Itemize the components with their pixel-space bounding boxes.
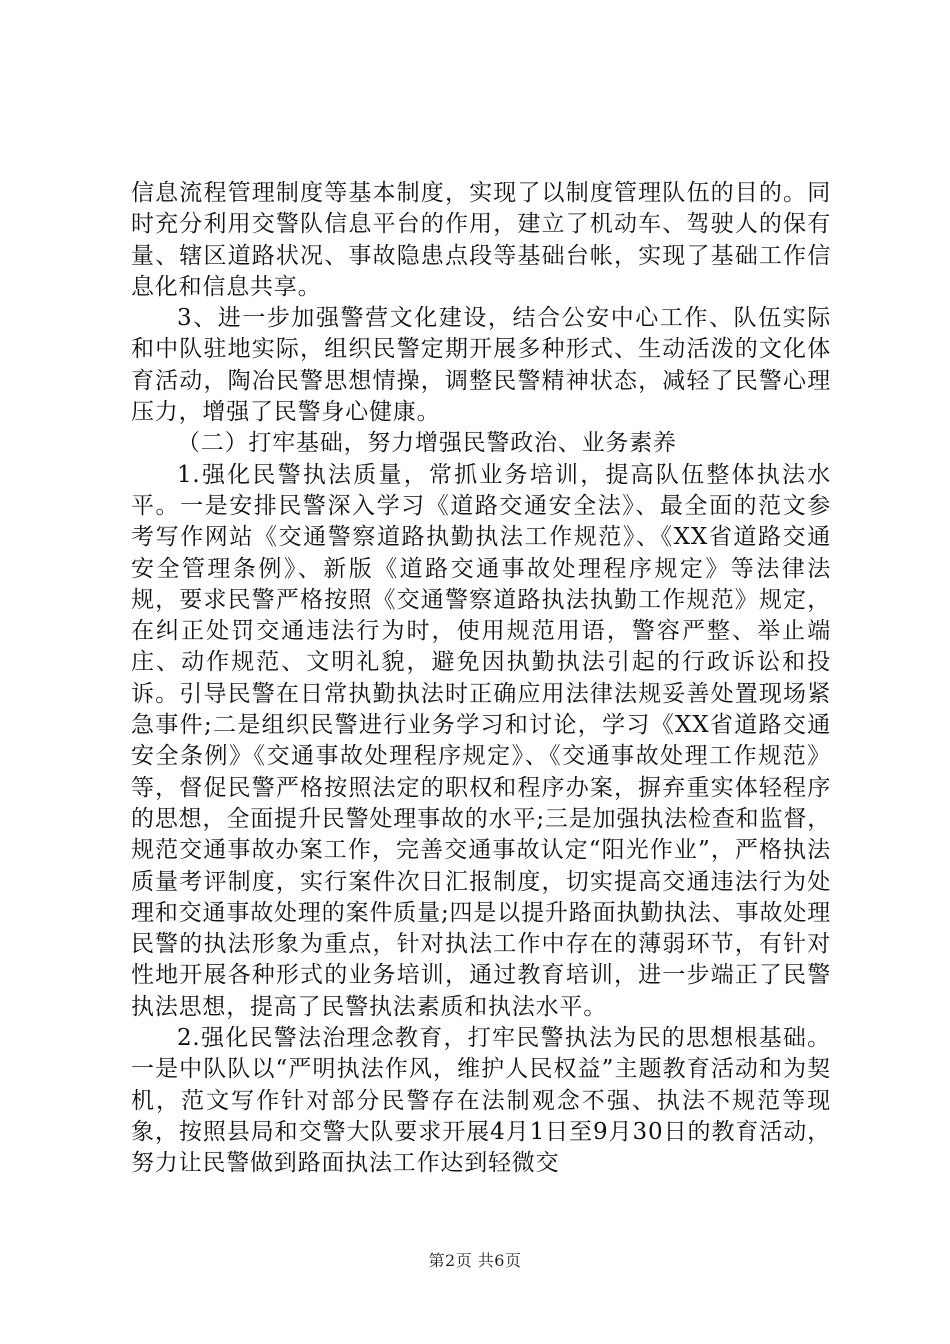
page-number-footer: 第2页 共6页 xyxy=(428,1251,522,1270)
paragraph-rule-of-law-education: 2.强化民警法治理念教育，打牢民警执法为民的思想根基础。一是中队队以“严明执法作风，维护人民权益”主题教育活动和为契机，范文写作针对部分民警存在法制观念不强、执法不规范等现象，按照县局和交警大队要求开展4月1日至9月30日的教育活动，努力让民警做到路面执法工作达到轻微交 xyxy=(131,1025,831,1177)
document-body xyxy=(131,178,831,1180)
paragraph-culture-building: 3、进一步加强警营文化建设，结合公安中心工作、队伍实际和中队驻地实际，组织民警定期开展多种形式、生动活泼的文化体育活动，陶冶民警思想情操，调整民警精神状态，减轻了民警心理压力，增强了民警身心健康。 xyxy=(131,305,831,426)
paragraph-law-enforcement-quality: 1.强化民警执法质量，常抓业务培训，提高队伍整体执法水平。一是安排民警深入学习《道路交通安全法》、最全面的范文参考写作网站《交通警察道路执勤执法工作规范》、《XX省道路交通安全管理条例》、新版《道路交通事故处理程序规定》等法律法规，要求民警严格按照《交通警察道路执法执勤工作规范》规定，在纠正处罚交通违法行为时，使用规范用语，警容严整、举止端庄、动作规范、文明礼貌，避免因执勤执法引起的行政诉讼和投诉。引导民警在日常执勤执法时正确应用法律法规妥善处置现场紧急事件;二是组织民警进行业务学习和讨论，学习《XX省道路交通安全条例》《交通事故处理程序规定》、《交通事故处理工作规范》等，督促民警严格按照法定的职权和程序办案，摒弃重实体轻程序的思想，全面提升民警处理事故的水平;三是加强执法检查和监督，规范交通事故办案工作，完善交通事故认定“阳光作业”，严格执法质量考评制度，实行案件次日汇报制度，切实提高交通违法行为处理和交通事故处理的案件质量;四是以提升路面执勤执法、事故处理民警的执法形象为重点，针对执法工作中存在的薄弱环节，有针对性地开展各种形式的业务培训，通过教育培训，进一步端正了民警执法思想，提高了民警执法素质和执法水平。 xyxy=(131,461,831,1020)
section-heading: （二）打牢基础，努力增强民警政治、业务素养 xyxy=(177,430,677,457)
paragraph-continuation: 信息流程管理制度等基本制度，实现了以制度管理队伍的目的。同时充分利用交警队信息平台的作用，建立了机动车、驾驶人的保有量、辖区道路状况、事故隐患点段等基础台帐，实现了基础工作信息化和信息共享。 xyxy=(131,180,831,300)
